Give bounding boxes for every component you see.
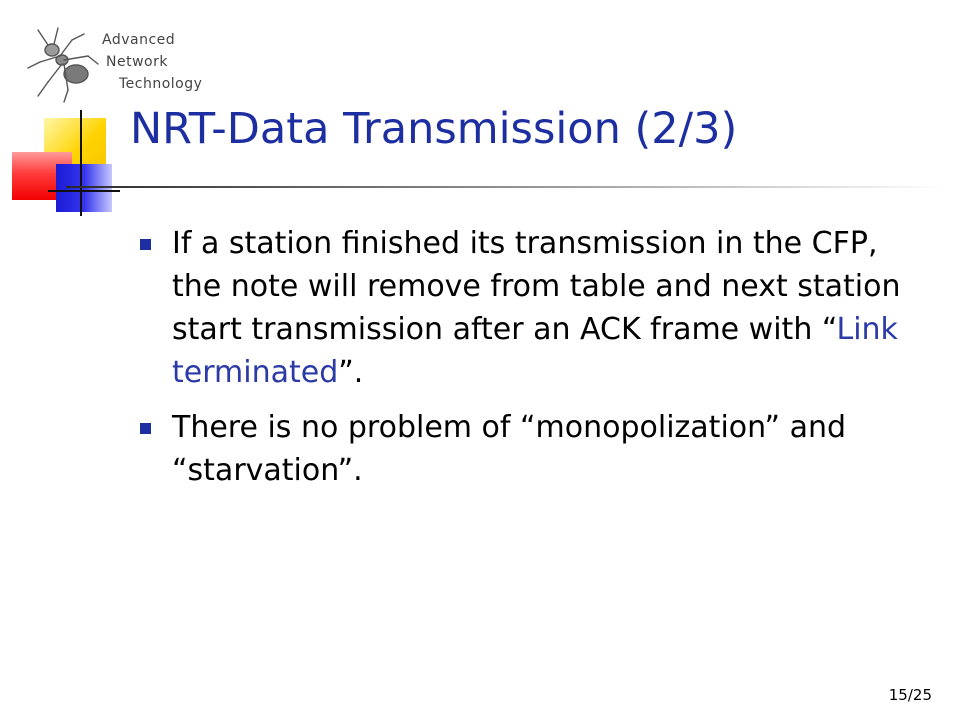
logo-text-network: Network [106,54,168,70]
logo-text-technology: Technology [119,76,203,92]
logo [24,24,224,104]
logo-text-advanced: Advanced [102,32,176,48]
bullet-item [136,222,936,394]
decoration-vertical-line [80,110,82,216]
title-underline [66,186,946,188]
bullet-square-icon [140,239,151,250]
decoration-horizontal-line [48,190,120,192]
slide-title: NRT-Data Transmission (2/3) [130,104,738,154]
page-number: 15/25 [888,686,932,704]
ant-icon [24,24,114,104]
bullet-square-icon [140,423,151,434]
bullet-text-end: ”. [338,355,364,390]
title-decoration [0,110,140,220]
bullet-text: There is no problem of “monopolization” and “starvation”. [172,410,847,488]
highlighted-text: Link terminated [172,312,898,390]
bullet-list [136,222,936,504]
bullet-text: If a station finished its transmission in the CFP, the note will remove from table and next station start transmission after an ACK frame with “ [172,226,901,347]
decoration-blue-square [56,164,112,212]
bullet-item [136,406,936,492]
